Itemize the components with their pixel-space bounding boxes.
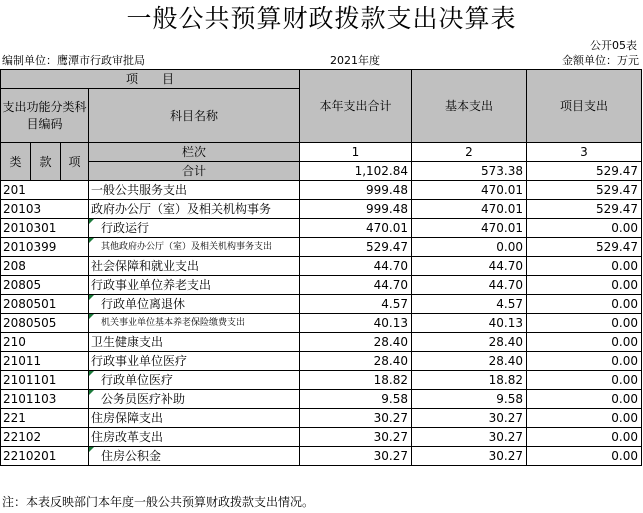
row-subject-name: 行政事业单位养老支出 [89,276,300,295]
expenditure-table [0,69,642,466]
form-number: 公开05表 [590,39,637,52]
row-code: 2210201 [1,447,89,466]
row-basic: 30.27 [412,428,527,447]
row-code: 2010399 [1,238,89,257]
row-project: 0.00 [527,390,642,409]
row-basic: 44.70 [412,276,527,295]
row-basic: 18.82 [412,371,527,390]
row-basic: 28.40 [412,333,527,352]
row-project: 0.00 [527,295,642,314]
row-project: 0.00 [527,276,642,295]
row-total: 999.48 [300,200,412,219]
header-row-label: 栏次 [89,143,300,162]
row-project: 0.00 [527,428,642,447]
row-code: 2080505 [1,314,89,333]
row-total: 30.27 [300,447,412,466]
total-basic: 573.38 [412,162,527,181]
table-row [1,428,642,447]
row-total: 28.40 [300,352,412,371]
row-code: 20103 [1,200,89,219]
row-subject-name: 机关事业单位基本养老保险缴费支出 [89,314,300,333]
row-code: 22102 [1,428,89,447]
table-row [1,295,642,314]
row-project: 0.00 [527,333,642,352]
row-project: 0.00 [527,219,642,238]
row-subject-name: 政府办公厅（室）及相关机构事务 [89,200,300,219]
row-basic: 470.01 [412,219,527,238]
col-number-3: 3 [527,143,642,162]
header-item: 项 目 [1,70,300,89]
row-total: 30.27 [300,409,412,428]
row-code: 208 [1,257,89,276]
row-basic: 40.13 [412,314,527,333]
row-basic: 470.01 [412,200,527,219]
header-project-col: 项目支出 [527,70,642,143]
row-project: 529.47 [527,181,642,200]
row-subject-name: 住房保障支出 [89,409,300,428]
row-project: 0.00 [527,314,642,333]
row-subject-name: 其他政府办公厅（室）及相关机构事务支出 [89,238,300,257]
row-subject-name: 住房公积金 [89,447,300,466]
table-row [1,409,642,428]
row-total: 44.70 [300,276,412,295]
table-row [1,276,642,295]
row-total: 529.47 [300,238,412,257]
row-project: 0.00 [527,447,642,466]
table-row [1,219,642,238]
header-subject-name: 科目名称 [89,89,300,143]
row-total: 999.48 [300,181,412,200]
footnote: 注：本表反映部门本年度一般公共预算财政拨款支出情况。 [2,495,315,509]
row-basic: 0.00 [412,238,527,257]
header-xiang: 项 [61,143,89,181]
total-sum: 1,102.84 [300,162,412,181]
table-row [1,200,642,219]
row-code: 2101101 [1,371,89,390]
row-code: 2080501 [1,295,89,314]
table-row [1,181,642,200]
col-number-1: 1 [300,143,412,162]
row-basic: 30.27 [412,447,527,466]
row-code: 21011 [1,352,89,371]
row-total: 470.01 [300,219,412,238]
table-row [1,390,642,409]
row-total: 44.70 [300,257,412,276]
row-subject-name: 行政单位医疗 [89,371,300,390]
row-project: 0.00 [527,352,642,371]
col-number-2: 2 [412,143,527,162]
row-project: 0.00 [527,257,642,276]
row-project: 0.00 [527,371,642,390]
row-total: 28.40 [300,333,412,352]
table-row [1,257,642,276]
row-code: 20805 [1,276,89,295]
table-row [1,238,642,257]
row-code: 2010301 [1,219,89,238]
row-subject-name: 行政运行 [89,219,300,238]
row-basic: 30.27 [412,409,527,428]
header-lei: 类 [1,143,31,181]
header-total-col: 本年支出合计 [300,70,412,143]
row-basic: 9.58 [412,390,527,409]
table-row [1,371,642,390]
total-label: 合计 [89,162,300,181]
header-func-code: 支出功能分类科目编码 [1,89,89,143]
fiscal-year: 2021年度 [330,54,380,67]
row-code: 201 [1,181,89,200]
compiling-unit: 编制单位：鹰潭市行政审批局 [2,54,145,67]
table-row [1,352,642,371]
row-subject-name: 住房改革支出 [89,428,300,447]
row-basic: 4.57 [412,295,527,314]
row-project: 529.47 [527,200,642,219]
report-title: 一般公共预算财政拨款支出决算表 [126,4,517,33]
row-total: 9.58 [300,390,412,409]
row-total: 4.57 [300,295,412,314]
row-subject-name: 行政单位离退休 [89,295,300,314]
row-project: 529.47 [527,238,642,257]
table-row [1,447,642,466]
row-project: 0.00 [527,409,642,428]
header-kuan: 款 [31,143,61,181]
row-subject-name: 公务员医疗补助 [89,390,300,409]
table-row [1,314,642,333]
row-basic: 28.40 [412,352,527,371]
row-basic: 44.70 [412,257,527,276]
money-unit: 金额单位：万元 [562,54,639,67]
table-row [1,333,642,352]
row-basic: 470.01 [412,181,527,200]
row-total: 18.82 [300,371,412,390]
row-subject-name: 社会保障和就业支出 [89,257,300,276]
row-total: 40.13 [300,314,412,333]
total-project: 529.47 [527,162,642,181]
row-subject-name: 一般公共服务支出 [89,181,300,200]
row-subject-name: 卫生健康支出 [89,333,300,352]
row-subject-name: 行政事业单位医疗 [89,352,300,371]
row-total: 30.27 [300,428,412,447]
header-basic-col: 基本支出 [412,70,527,143]
row-code: 210 [1,333,89,352]
row-code: 2101103 [1,390,89,409]
row-code: 221 [1,409,89,428]
